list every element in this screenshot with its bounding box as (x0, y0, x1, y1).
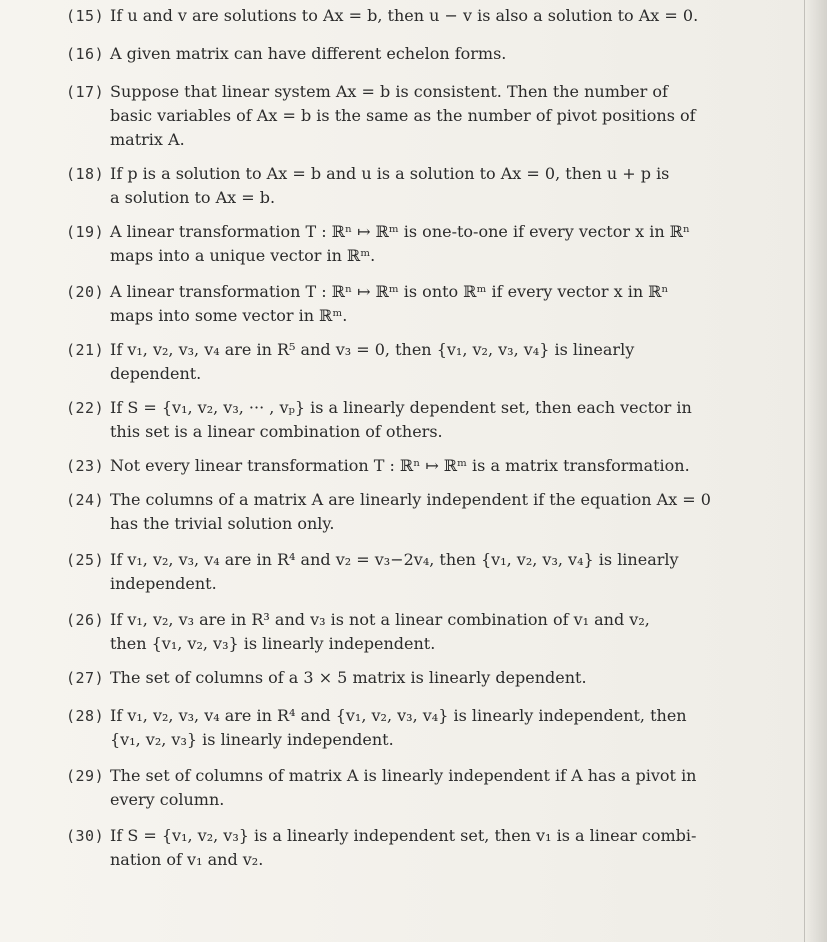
statement-number: (25) (66, 551, 105, 569)
statement-text: Not every linear transformation T : ℝⁿ ↦ ℝᵐ is a matrix transformation. (110, 456, 690, 475)
statement-text: If u and v are solutions to Ax = b, then u − v is also a solution to Ax = 0. (110, 6, 699, 25)
statement-18 (66, 162, 669, 210)
statement-number: (28) (66, 707, 105, 725)
statement-19 (66, 220, 690, 268)
statement-text: If S = {v₁, v₂, v₃} is a linearly independent set, then v₁ is a linear combi- nation of v₁ and v₂. (110, 826, 697, 869)
page-edge-shadow (804, 0, 827, 942)
statement-text: If v₁, v₂, v₃, v₄ are in R⁵ and v₃ = 0, then {v₁, v₂, v₃, v₄} is linearly dependent. (110, 340, 635, 383)
statement-15 (66, 4, 698, 28)
statement-text: A linear transformation T : ℝⁿ ↦ ℝᵐ is one-to-one if every vector x in ℝⁿ maps into a unique vector in ℝᵐ. (110, 222, 690, 265)
statement-text: The set of columns of a 3 × 5 matrix is linearly dependent. (110, 668, 587, 687)
statement-21 (66, 338, 634, 386)
statement-28 (66, 704, 687, 752)
statement-22 (66, 396, 692, 444)
statement-number: (15) (66, 7, 105, 25)
statement-number: (21) (66, 341, 105, 359)
statement-17 (66, 80, 696, 152)
statement-24 (66, 488, 711, 536)
statement-number: (30) (66, 827, 105, 845)
statement-number: (18) (66, 165, 105, 183)
statement-text: If v₁, v₂, v₃, v₄ are in R⁴ and v₂ = v₃−2v₄, then {v₁, v₂, v₃, v₄} is linearly independent. (110, 550, 679, 593)
statement-27 (66, 666, 587, 690)
statement-text: If v₁, v₂, v₃ are in R³ and v₃ is not a linear combination of v₁ and v₂, then {v₁, v₂, v₃} is linearly independent. (110, 610, 650, 653)
statement-text: A linear transformation T : ℝⁿ ↦ ℝᵐ is onto ℝᵐ if every vector x in ℝⁿ maps into some vector in ℝᵐ. (110, 282, 669, 325)
statement-30 (66, 824, 696, 872)
statement-text: The columns of a matrix A are linearly independent if the equation Ax = 0 has the trivial solution only. (110, 490, 711, 533)
statement-number: (29) (66, 767, 105, 785)
statement-text: A given matrix can have different echelon forms. (110, 44, 507, 63)
statement-number: (20) (66, 283, 105, 301)
statement-text: If v₁, v₂, v₃, v₄ are in R⁴ and {v₁, v₂, v₃, v₄} is linearly independent, then {v₁, v₂, v₃} is linearly independent. (110, 706, 687, 749)
statement-number: (26) (66, 611, 105, 629)
statement-text: Suppose that linear system Ax = b is consistent. Then the number of basic variables of Ax = b is the same as the number of pivot positions of matrix A. (110, 82, 696, 149)
statement-29 (66, 764, 696, 812)
statement-text: If S = {v₁, v₂, v₃, ··· , vₚ} is a linearly dependent set, then each vector in this set is a linear combination of others. (110, 398, 692, 441)
statement-number: (27) (66, 669, 105, 687)
statement-number: (17) (66, 83, 105, 101)
statement-number: (23) (66, 457, 105, 475)
statement-number: (24) (66, 491, 105, 509)
statement-25 (66, 548, 679, 596)
statement-number: (19) (66, 223, 105, 241)
statement-20 (66, 280, 668, 328)
statement-16 (66, 42, 506, 66)
statement-number: (16) (66, 45, 105, 63)
statement-number: (22) (66, 399, 105, 417)
statement-26 (66, 608, 650, 656)
statement-text: The set of columns of matrix A is linearly independent if A has a pivot in every column. (110, 766, 697, 809)
statement-23 (66, 454, 690, 478)
statement-text: If p is a solution to Ax = b and u is a solution to Ax = 0, then u + p is a solution to Ax = b. (110, 164, 670, 207)
